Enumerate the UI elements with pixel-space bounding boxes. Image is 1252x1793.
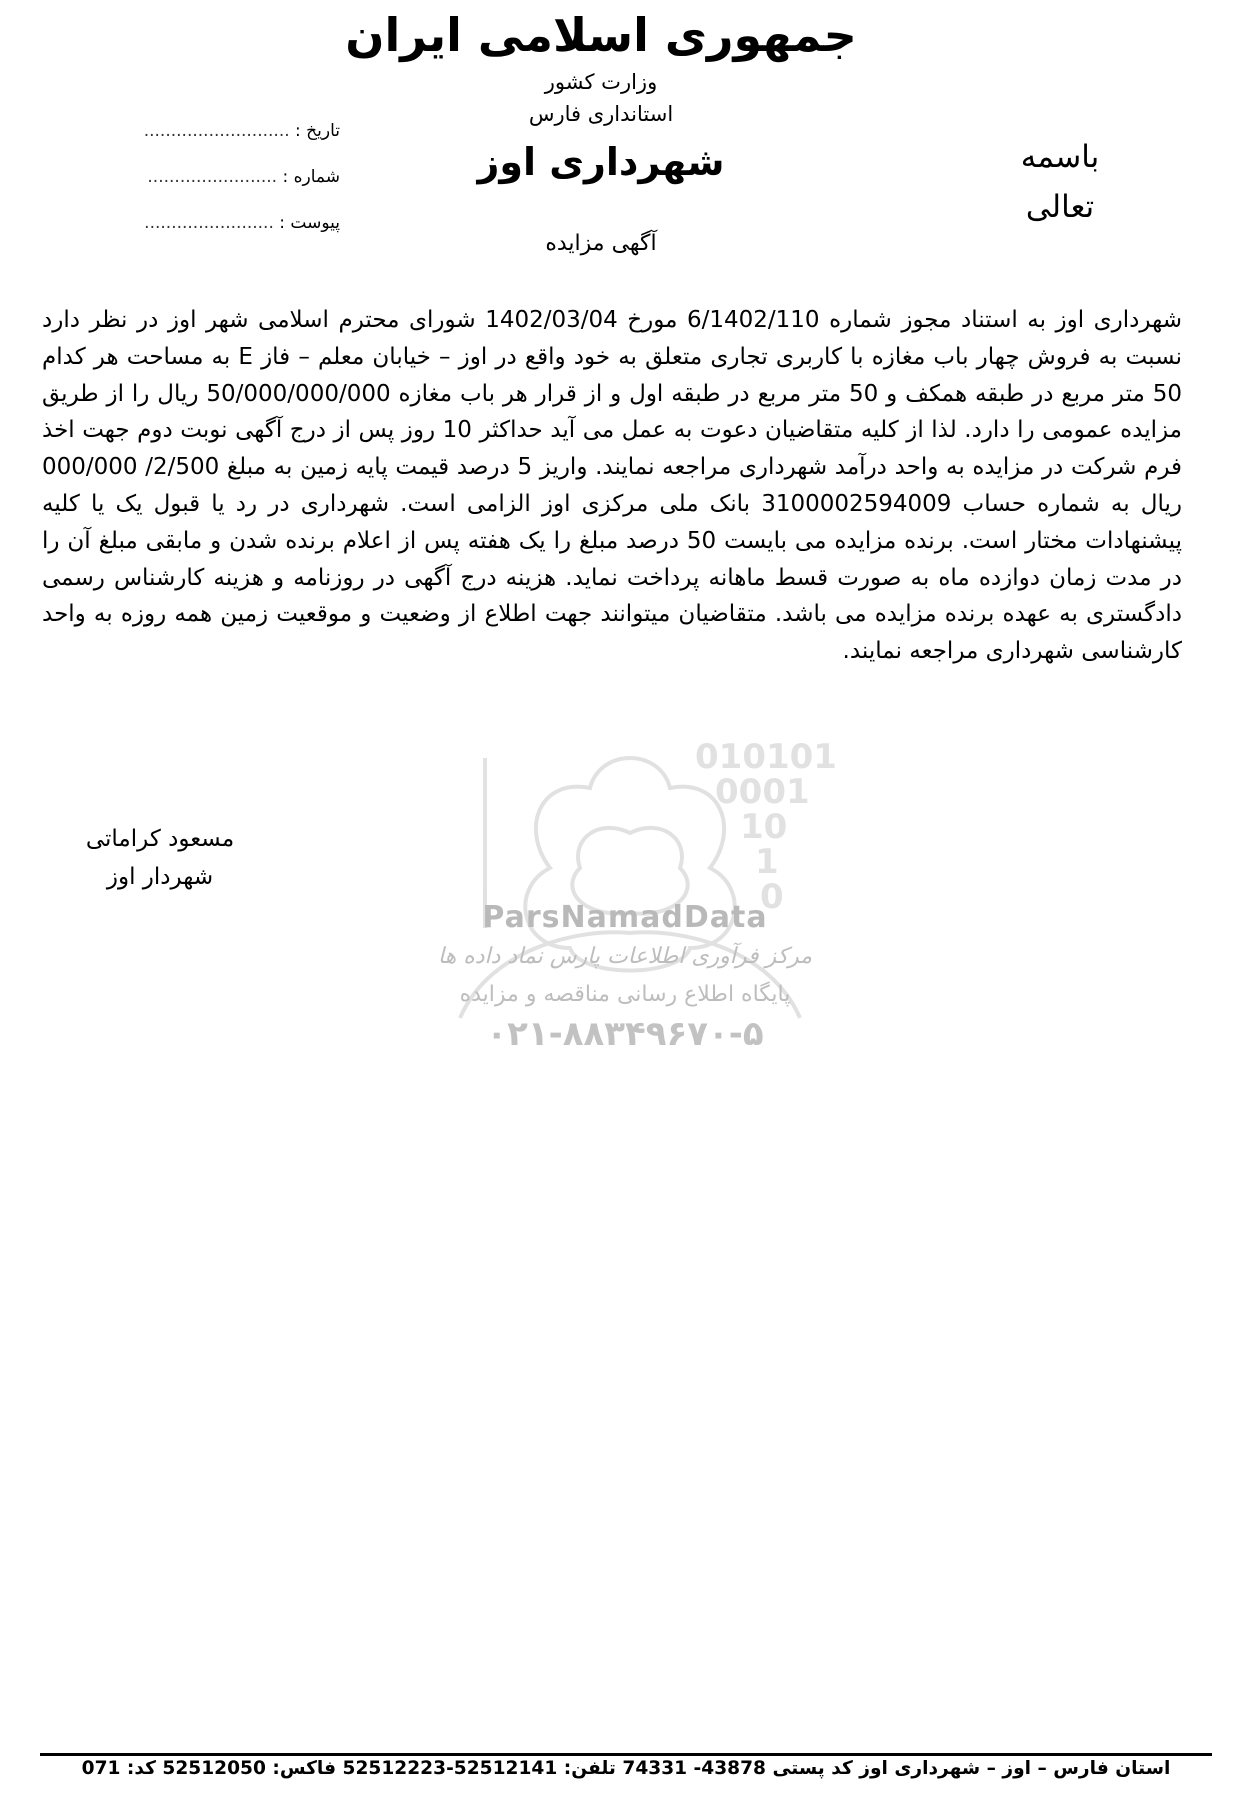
attachment-value: ........................: [144, 213, 274, 233]
attachment-label: پیوست :: [279, 213, 340, 233]
date-row: [60, 116, 340, 162]
date-label: تاریخ :: [295, 121, 340, 141]
watermark-digits-4: 1: [755, 842, 779, 882]
number-row: [60, 162, 340, 208]
watermark-digits-3: 10: [740, 807, 788, 847]
municipality-title: شهرداری اوز: [477, 140, 725, 184]
number-label: شماره :: [282, 167, 340, 187]
watermark-digits-5: 0: [760, 877, 784, 917]
watermark-subtitle-1: مرکز فرآوری اطلاعات پارس نماد داده ها: [437, 944, 813, 969]
footer-divider: [40, 1753, 1212, 1756]
basmala: [985, 132, 1135, 232]
date-value: ...........................: [143, 121, 290, 141]
signatory-title: شهردار اوز: [106, 864, 214, 890]
ministry-line: وزارت کشور: [544, 70, 658, 94]
watermark-phone: ۰۲۱-۸۸۳۴۹۶۷۰-۵: [486, 1014, 764, 1054]
watermark-digits-1: 010101: [695, 737, 837, 777]
governorate-line: استانداری فارس: [528, 102, 674, 126]
watermark-brand: ParsNamadData: [482, 900, 768, 935]
basmala-line-2: تعالی: [1025, 189, 1095, 225]
notice-body: شهرداری اوز به استناد مجوز شماره 6/1402/110 مورخ 1402/03/04 شورای محترم اسلامی شهر اوز در نظر دارد نسبت به فروش چهار باب مغازه با کاربری تجاری متعلق به خود واقع در اوز – خیابان معلم – فاز E به مساحت هر کدام 50 متر مربع در طبقه همکف و 50 متر مربع در طبقه اول و از قرار هر باب مغازه 50/000/000/000 ریال را از طریق مزایده عمومی را دارد. لذا از کلیه متقاضیان دعوت به عمل می آید حداکثر 10 روز پس از درج آگهی نوبت دوم جهت اخذ فرم شرکت در مزایده به واحد درآمد شهرداری مراجعه نمایند. واریز 5 درصد قیمت پایه زمین به مبلغ 2/500/ 000/000 ریال به شماره حساب 3100002594009 بانک ملی مرکزی اوز الزامی است. شهرداری در رد یا قبول یک یا کلیه پیشنهادات مختار است. برنده مزایده می بایست 50 درصد مبلغ را یک هفته پس از اعلام برنده شدن و مابقی مبلغ آن را در مدت زمان دوازده ماه به صورت قسط ماهانه پرداخت نماید. هزینه درج آگهی در روزنامه و هزینه کارشناس رسمی دادگستری به عهده برنده مزایده می باشد. متقاضیان میتوانند جهت اطلاع از وضعیت و موقعیت زمین همه روزه به واحد کارشناسی شهرداری مراجعه نمایند.: [42, 307, 1183, 665]
basmala-line-1: باسمه: [1020, 139, 1100, 175]
number-value: ........................: [147, 167, 278, 187]
signatory-name: مسعود کراماتی: [85, 826, 235, 852]
footer-contact: استان فارس – اوز – شهرداری اوز کد پستی 43878- 74331 تلفن: 52512141-52512223 فاکس: 52512050 کد: 071: [81, 1758, 1171, 1779]
signature-block: [40, 820, 280, 896]
watermark-digits-2: 0001: [715, 772, 810, 812]
watermark-subtitle-2: پایگاه اطلاع رسانی مناقصه و مزایده: [459, 982, 791, 1007]
notice-title: آگهی مزایده: [545, 231, 657, 256]
republic-heading: جمهوری اسلامی ایران: [345, 8, 857, 62]
